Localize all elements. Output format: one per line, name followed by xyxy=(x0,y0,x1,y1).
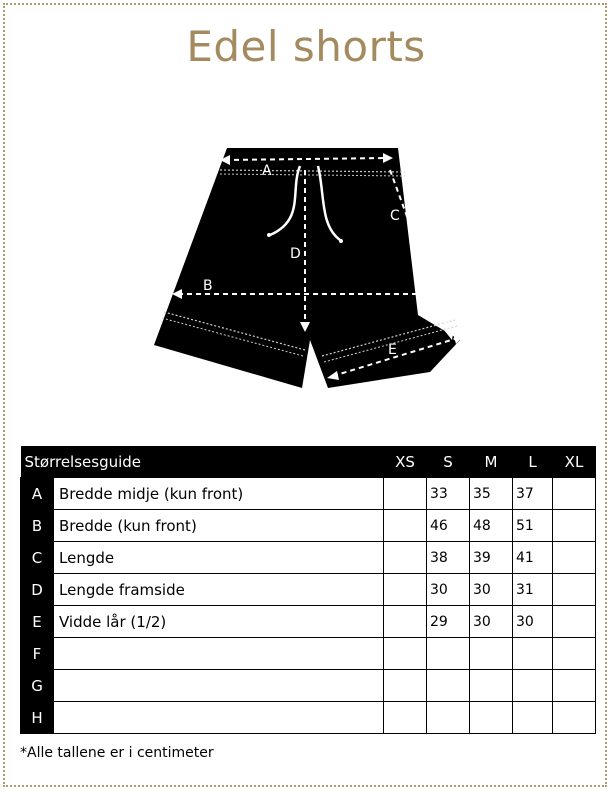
size-guide-table-wrap xyxy=(20,446,595,734)
size-value-cell xyxy=(553,574,596,606)
size-value-cell xyxy=(384,638,427,670)
measurement-label: Lengde framside xyxy=(54,574,384,606)
measurement-label: Bredde (kun front) xyxy=(54,510,384,542)
measurement-label xyxy=(54,638,384,670)
size-value-cell xyxy=(553,606,596,638)
table-row xyxy=(21,510,596,542)
row-letter: F xyxy=(21,638,54,670)
size-value-cell: 33 xyxy=(427,478,470,510)
size-value-cell: 30 xyxy=(470,606,513,638)
footnote: *Alle tallene er i centimeter xyxy=(20,745,214,761)
size-header-l: L xyxy=(513,446,553,478)
table-row xyxy=(21,574,596,606)
size-header-m: M xyxy=(470,446,513,478)
size-value-cell xyxy=(427,702,470,734)
table-row xyxy=(21,606,596,638)
size-guide-table xyxy=(20,446,596,734)
size-value-cell: 39 xyxy=(470,542,513,574)
label-b: B xyxy=(203,278,213,294)
table-row xyxy=(21,638,596,670)
size-value-cell xyxy=(553,702,596,734)
size-value-cell: 48 xyxy=(470,510,513,542)
size-value-cell xyxy=(427,638,470,670)
size-value-cell xyxy=(553,670,596,702)
size-value-cell: 31 xyxy=(513,574,553,606)
size-value-cell xyxy=(470,670,513,702)
size-value-cell: 46 xyxy=(427,510,470,542)
measurement-label xyxy=(54,702,384,734)
row-letter: C xyxy=(21,542,54,574)
size-value-cell xyxy=(384,478,427,510)
size-value-cell xyxy=(384,670,427,702)
size-value-cell xyxy=(513,638,553,670)
size-value-cell xyxy=(513,670,553,702)
shorts-illustration xyxy=(150,140,470,390)
row-letter: G xyxy=(21,670,54,702)
size-value-cell: 30 xyxy=(470,574,513,606)
row-letter: E xyxy=(21,606,54,638)
size-value-cell xyxy=(427,670,470,702)
size-value-cell xyxy=(553,510,596,542)
size-value-cell: 41 xyxy=(513,542,553,574)
table-row xyxy=(21,670,596,702)
measurement-label: Lengde xyxy=(54,542,384,574)
label-d: D xyxy=(290,246,301,262)
row-letter: D xyxy=(21,574,54,606)
label-e: E xyxy=(388,342,397,358)
table-row xyxy=(21,702,596,734)
label-c: C xyxy=(390,208,400,224)
size-value-cell xyxy=(513,702,553,734)
size-value-cell xyxy=(553,638,596,670)
size-header-s: S xyxy=(427,446,470,478)
table-row xyxy=(21,542,596,574)
page-title: Edel shorts xyxy=(186,22,426,71)
row-letter: A xyxy=(21,478,54,510)
measurement-label: Vidde lår (1/2) xyxy=(54,606,384,638)
size-value-cell xyxy=(553,542,596,574)
size-value-cell xyxy=(384,542,427,574)
size-value-cell: 29 xyxy=(427,606,470,638)
table-header-row xyxy=(21,446,596,478)
measurement-label xyxy=(54,670,384,702)
label-a: A xyxy=(262,163,272,179)
size-value-cell xyxy=(470,638,513,670)
row-letter: H xyxy=(21,702,54,734)
size-header-xs: XS xyxy=(384,446,427,478)
row-letter: B xyxy=(21,510,54,542)
size-value-cell: 51 xyxy=(513,510,553,542)
size-value-cell xyxy=(384,574,427,606)
size-value-cell xyxy=(384,606,427,638)
size-value-cell: 37 xyxy=(513,478,553,510)
size-value-cell xyxy=(384,510,427,542)
size-value-cell xyxy=(384,702,427,734)
size-guide-header: Størrelsesguide xyxy=(21,446,384,478)
size-value-cell: 35 xyxy=(470,478,513,510)
size-header-xl: XL xyxy=(553,446,596,478)
size-value-cell: 30 xyxy=(427,574,470,606)
size-value-cell: 30 xyxy=(513,606,553,638)
size-value-cell xyxy=(553,478,596,510)
size-value-cell xyxy=(470,702,513,734)
measurement-label: Bredde midje (kun front) xyxy=(54,478,384,510)
size-value-cell: 38 xyxy=(427,542,470,574)
table-row xyxy=(21,478,596,510)
